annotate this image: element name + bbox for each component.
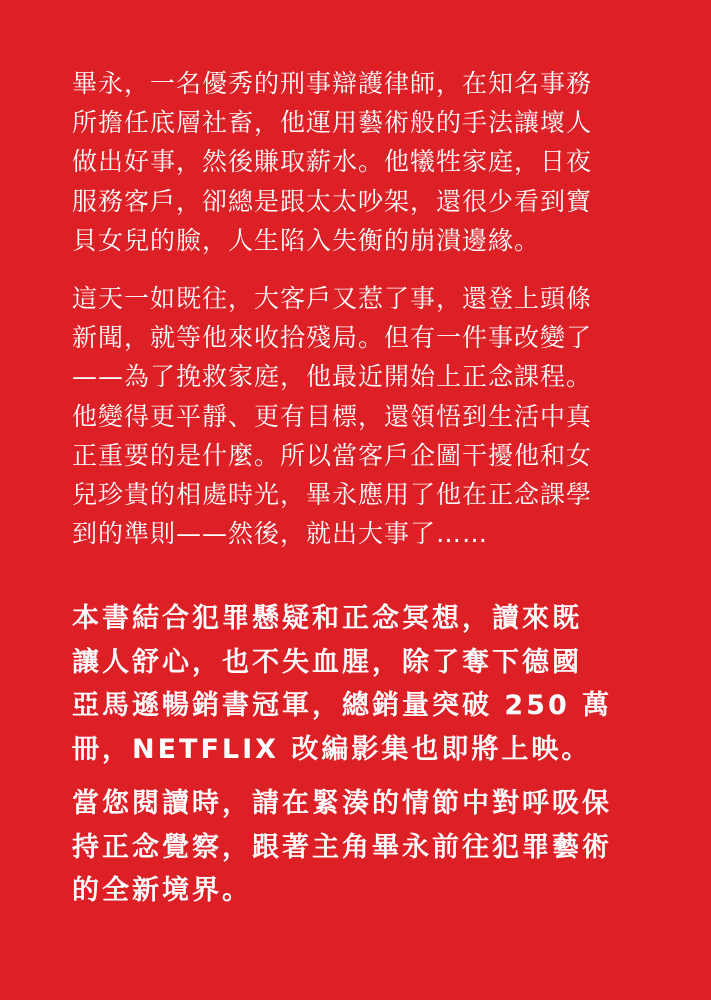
text-line: 所擔任底層社畜，他運用藝術般的手法讓壞人 — [72, 108, 593, 138]
text-line: 新聞，就等他來收拾殘局。但有一件事改變了 — [72, 323, 593, 353]
text-line: 本書結合犯罪懸疑和正念冥想，讀來既 — [72, 603, 582, 635]
text-line: ——為了挽救家庭，他最近開始上正念課程。 — [72, 362, 593, 392]
text-line: 的全新境界。 — [72, 875, 252, 907]
text-line: 服務客戶，卻總是跟太太吵架，還很少看到寶 — [72, 186, 593, 216]
text-line: 持正念覺察，跟著主角畢永前往犯罪藝術 — [72, 831, 612, 863]
text-line: 貝女兒的臉，人生陷入失衡的崩潰邊緣。 — [72, 225, 541, 255]
text-line: 畢永，一名優秀的刑事辯護律師，在知名事務 — [72, 69, 593, 98]
text-line: 做出好事，然後賺取薪水。他犧牲家庭，日夜 — [72, 147, 593, 177]
promo-paragraph-2 — [72, 782, 652, 913]
synopsis-paragraph-2 — [72, 279, 652, 553]
text-line: 亞馬遜暢銷書冠軍，總銷量突破 250 萬 — [72, 690, 613, 722]
text-line: 到的準則——然後，就出大事了…… — [72, 519, 489, 549]
text-line: 這天一如既往，大客戶又惹了事，還登上頭條 — [72, 284, 593, 314]
text-line: 他變得更平靜、更有目標，還領悟到生活中真 — [72, 401, 593, 431]
book-blurb — [72, 64, 652, 913]
text-line: 當您閱讀時，請在緊湊的情節中對呼吸保 — [72, 788, 612, 820]
text-line: 冊，NETFLIX 改編影集也即將上映。 — [72, 733, 592, 765]
synopsis-paragraph-1 — [72, 64, 652, 260]
text-line: 讓人舒心，也不失血腥，除了奪下德國 — [72, 646, 582, 678]
promo-paragraph-1 — [72, 597, 652, 771]
text-line: 正重要的是什麼。所以當客戶企圖干擾他和女 — [72, 440, 593, 470]
text-line: 兒珍貴的相處時光，畢永應用了他在正念課學 — [72, 480, 593, 510]
